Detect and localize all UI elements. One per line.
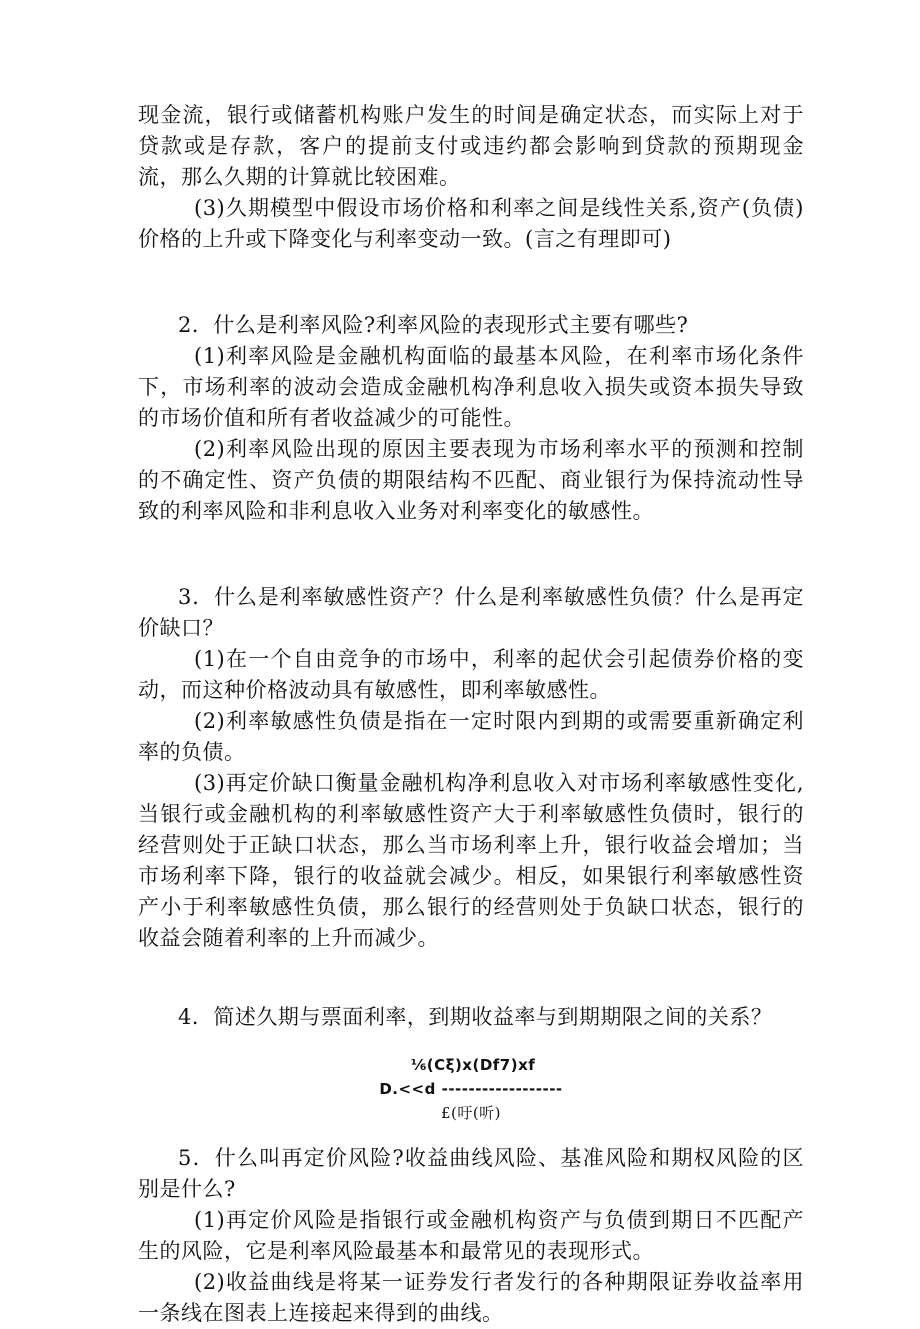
answer-3-item-2: (2)利率敏感性负债是指在一定时限内到期的或需要重新确定利率的负债。 <box>138 709 804 764</box>
answer-3-item-3: (3)再定价缺口衡量金融机构净利息收入对市场利率敏感性变化,当银行或金融机构的利率敏感性资产大于利率敏感性负债时，银行的经营则处于正缺口状态，那么当市场利率上升，银行收益会增加；当市场利率下降，银行的收益就会减少。相反，如果银行利率敏感性资产小于利率敏感性负债，那么银行的经营则处于负缺口状态，银行的收益会随着利率的上升而减少。 <box>138 771 804 950</box>
answer-5-item-1: (1)再定价风险是指银行或金融机构资产与负债到期日不匹配产生的风险，它是利率风险最基本和最常见的表现形式。 <box>138 1208 804 1263</box>
formula-line-numerator: ⅙(Cξ)x(Df7)xf <box>410 1056 536 1074</box>
answer-2-item-1: (1)利率风险是金融机构面临的最基本风险，在利率市场化条件下，市场利率的波动会造成金融机构净利息收入损失或资本损失导致的市场价值和所有者收益减少的可能性。 <box>138 344 804 430</box>
document-page <box>138 100 804 1329</box>
paragraph-duration-linear-assumption: (3)久期模型中假设市场价格和利率之间是线性关系,资产(负债)价格的上升或下降变化与利率变动一致。(言之有理即可) <box>138 196 804 251</box>
answer-2-item-2: (2)利率风险出现的原因主要表现为市场利率水平的预测和控制的不确定性、资产负债的期限结构不匹配、商业银行为保持流动性导致的利率风险和非利息收入业务对利率变化的敏感性。 <box>138 437 804 523</box>
question-5-heading: 5．什么叫再定价风险?收益曲线风险、基准风险和期权风险的区别是什么? <box>138 1146 804 1201</box>
answer-5-item-2: (2)收益曲线是将某一证券发行者发行的各种期限证券收益率用一条线在图表上连接起来得到的曲线。 <box>138 1270 804 1325</box>
paragraph-cashflow-continuation: 现金流，银行或储蓄机构账户发生的时间是确定状态，而实际上对于贷款或是存款，客户的提前支付或违约都会影响到贷款的预期现金流，那么久期的计算就比较困难。 <box>138 103 804 189</box>
duration-formula <box>138 1053 804 1125</box>
formula-line-fraction: D.<<d ------------------ <box>379 1080 563 1098</box>
question-4-heading: 4．简述久期与票面利率，到期收益率与到期期限之间的关系？ <box>178 1005 773 1029</box>
answer-3-item-1: (1)在一个自由竞争的市场中，利率的起伏会引起债券价格的变动，而这种价格波动具有敏感性，即利率敏感性。 <box>138 647 804 702</box>
question-2-heading: 2．什么是利率风险?利率风险的表现形式主要有哪些? <box>178 313 689 337</box>
formula-line-denominator: £(吁(听) <box>440 1104 502 1122</box>
question-3-heading: 3．什么是利率敏感性资产？什么是利率敏感性负债？什么是再定价缺口？ <box>138 585 804 640</box>
